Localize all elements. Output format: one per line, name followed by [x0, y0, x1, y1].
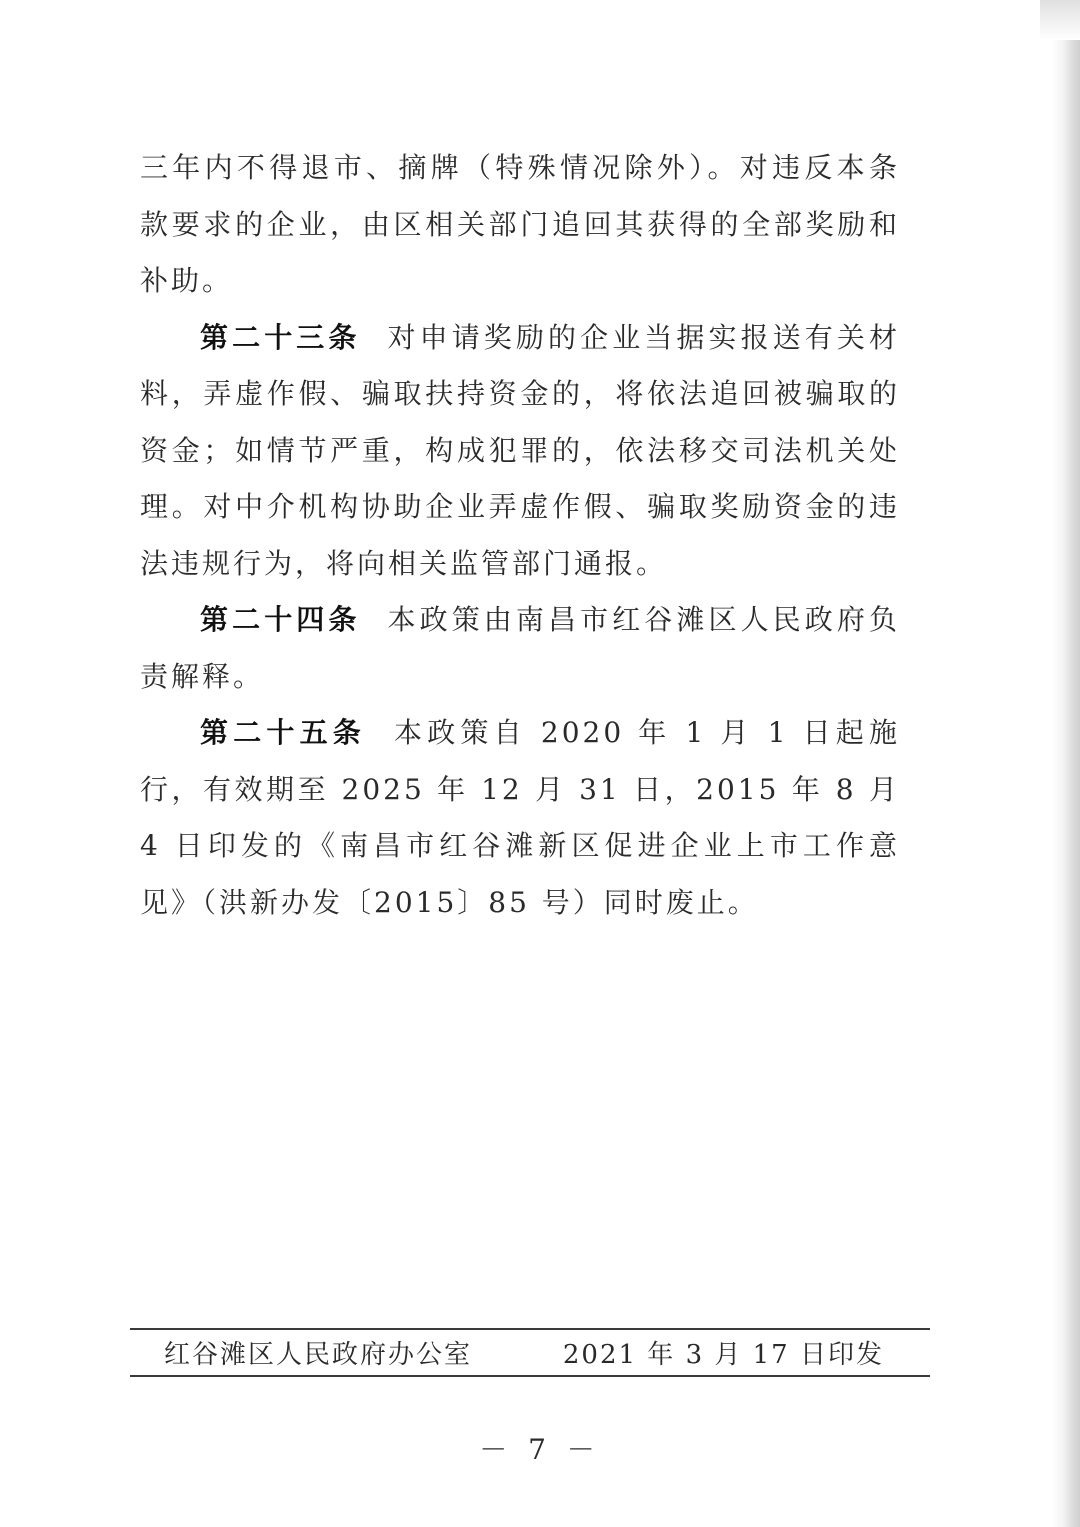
article-text: 对申请奖励的企业当据实报送有关材料，弄虚作假、骗取扶持资金的，将依法追回被骗取的资金；如情节严重，构成犯罪的，依法移交司法机关处理。对中介机构协助企业弄虚作假、骗取奖励资金的违法违规行为，将向相关监管部门通报。: [140, 320, 900, 580]
article-heading: 第二十五条: [200, 716, 366, 749]
article-text: 本政策自 2020 年 1 月 1 日起施行，有效期至 2025 年 12 月 31 日，2015 年 8 月 4 日印发的《南昌市红谷滩新区促进企业上市工作意见》（洪新办发〔2015〕85 号）同时废止。: [140, 716, 900, 919]
paragraph-text: 三年内不得退市、摘牌（特殊情况除外）。对违反本条款要求的企业，由区相关部门追回其获得的全部奖励和补助。: [140, 151, 900, 297]
article-25: [140, 705, 900, 931]
article-heading: 第二十三条: [200, 320, 361, 354]
article-heading: 第二十四条: [200, 603, 361, 636]
page-number: － 7 －: [479, 1433, 601, 1466]
footer-rule-bottom: [130, 1375, 930, 1377]
issuing-office: 红谷滩区人民政府办公室: [164, 1340, 473, 1370]
article-text: 本政策由南昌市红谷滩区人民政府负责解释。: [140, 603, 900, 693]
issue-date: 2021 年 3 月 17 日印发: [562, 1340, 884, 1370]
footer-rule-top: [130, 1328, 930, 1330]
document-body: [140, 140, 900, 931]
article-23: [140, 310, 900, 593]
paragraph-continuation: [140, 140, 900, 310]
scan-edge: [1052, 0, 1080, 1527]
article-24: [140, 592, 900, 705]
scan-edge-corner: [1040, 0, 1080, 40]
